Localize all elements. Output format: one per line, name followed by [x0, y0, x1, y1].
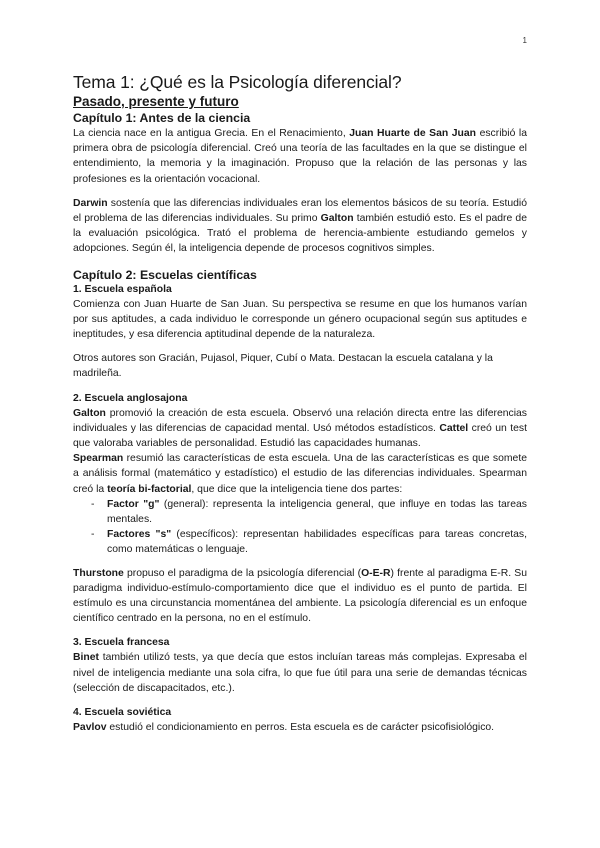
section-escuela-francesa: 3. Escuela francesa — [73, 637, 170, 649]
chapter-1-heading: Capítulo 1: Antes de la ciencia — [73, 111, 251, 125]
list-item: - Factores "s" (específicos): representan habilidades específicas para tareas concretas, como matemáticas o lenguaje. — [91, 529, 527, 556]
page-title: Tema 1: ¿Qué es la Psicología diferencial? — [73, 72, 402, 92]
paragraph-renacimiento: La ciencia nace en la antigua Grecia. En el Renacimiento, Juan Huarte de San Juan escribió la primera obra de psicología diferencial. Creó una teoría de las facultades en la que se distingue el entendimiento, la memoria y la imaginación. Propuso que la relación de las personas y las profesiones es la orientación vocacional. — [73, 128, 527, 185]
paragraph-darwin: Darwin sostenía que las diferencias individuales eran los elementos básicos de su teoría. Estudió el problema de las diferencias individuales. Su primo Galton también estudió esto. Es el padre de la evaluación psicológica. Trató el problema de herencia-ambiente estudiando gemelos y adopciones. Según él, la inteligencia depende de procesos cognitivos simples. — [73, 197, 527, 255]
paragraph-galton: Galton promovió la creación de esta escuela. Observó una relación directa entre las diferencias individuales y las diferencias de capacidad mental. Usó métodos estadísticos. Cattel creó un test que valoraba variables de personalidad. Estudió las capacidades humanas. — [73, 407, 527, 450]
document-body — [73, 72, 527, 735]
section-escuela-sovietica: 4. Escuela soviética — [73, 707, 172, 719]
section-escuela-espanola: 1. Escuela española — [73, 283, 172, 295]
chapter-2-heading: Capítulo 2: Escuelas científicas — [73, 267, 257, 282]
paragraph-otros-autores: Otros autores son Gracián, Pujasol, Piquer, Cubí o Mata. Destacan la escuela catalana y la madrileña. — [73, 353, 493, 380]
paragraph-spearman: Spearman resumió las características de esta escuela. Una de las características es que somete a análisis formal (matemático y estadístico) el estudio de las diferencias individuales. Spearman creó la teoría bi-factorial, que dice que la inteligencia tiene dos partes: — [73, 453, 527, 495]
list-item: - Factor "g" (general): representa la inteligencia general, que influye en todas las tareas mentales. — [91, 498, 527, 526]
paragraph-thurstone: Thurstone propuso el paradigma de la psicología diferencial (O-E-R) frente al paradigma E-R. Su paradigma individuo-estímulo-comportamiento dice que el individuo es el punto de partida. El estímulo es una circunstancia momentánea del ambiente. La psicología diferencial es un enfoque científico centrado en la persona, no en el estímulo. — [73, 567, 527, 625]
paragraph-binet: Binet también utilizó tests, ya que decía que estos incluían tareas más complejas. Expresaba el nivel de inteligencia mediante una sola cifra, lo que fue útil para una serie de demandas técnicas (selección de discapacitados, etc.). — [73, 652, 527, 694]
paragraph-escuela-espanola: Comienza con Juan Huarte de San Juan. Su perspectiva se resume en que los humanos varían por sus aptitudes, a cada individuo le corresponde un género ocupacional según sus aptitudes e ineptitudes, y esa diferencia aptitudinal depende de la naturaleza. — [73, 298, 527, 341]
page-subtitle: Pasado, presente y futuro — [73, 94, 239, 109]
factor-list — [73, 497, 527, 558]
section-escuela-anglosajona: 2. Escuela anglosajona — [73, 392, 188, 404]
page-number: 1 — [522, 36, 527, 45]
paragraph-pavlov: Pavlov estudió el condicionamiento en perros. Esta escuela es de carácter psicofisiológico. — [73, 722, 495, 734]
